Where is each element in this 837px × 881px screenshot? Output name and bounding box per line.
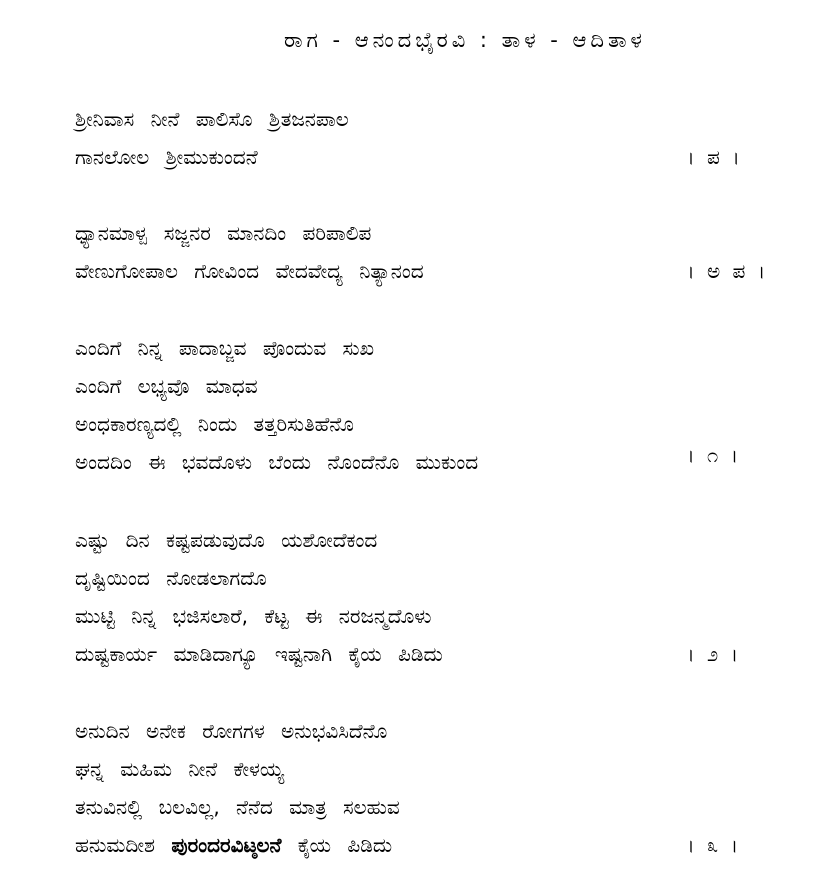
- stanza-anupallavi: [75, 214, 775, 290]
- verse-line: ಅಂದದಿಂ ಈ ಭವದೊಳು ಬೆಂದು ನೊಂದೆನೊ ಮುಕುಂದ: [75, 450, 479, 474]
- stanza-marker: । ೨ ।: [687, 642, 742, 666]
- stanza-charana-1: [75, 329, 775, 481]
- verse-line: ಅನುದಿನ ಅನೇಕ ರೋಗಗಳ ಅನುಭವಿಸಿದೆನೊ: [75, 719, 388, 743]
- verse-line: ಧ್ಯಾನಮಾಳ್ಪ ಸಜ್ಜನರ ಮಾನದಿಂ ಪರಿಪಾಲಿಪ: [75, 221, 372, 245]
- stanza-marker: । ಪ ।: [687, 145, 743, 169]
- raga-tala-header: ರಾಗ - ಆನಂದಭೈರವಿ : ತಾಳ - ಆದಿತಾಳ: [284, 28, 646, 52]
- verse-line: ತನುವಿನಲ್ಲಿ ಬಲವಿಲ್ಲ, ನೆನೆದ ಮಾತ್ರ ಸಲಹುವ: [75, 795, 400, 819]
- verse-line: ದುಷ್ಟಕಾರ್ಯ ಮಾಡಿದಾಗ್ಯೂ ಇಷ್ಟನಾಗಿ ಕೈಯ ಪಿಡಿದು: [75, 642, 443, 666]
- stanza-marker: । ಅ ಪ ।: [687, 259, 769, 283]
- verse-line-signature: [75, 826, 775, 864]
- verse-line: ಎಂದಿಗೆ ನಿನ್ನ ಪಾದಾಬ್ಜವ ಪೊಂದುವ ಸುಖ: [75, 336, 375, 360]
- verse-line: ಶ್ರೀನಿವಾಸ ನೀನೆ ಪಾಲಿಸೊ ಶ್ರಿತಜನಪಾಲ: [75, 107, 349, 131]
- stanza-charana-3: [75, 712, 775, 864]
- verse-line: ವೇಣುಗೋಪಾಲ ಗೋವಿಂದ ವೇದವೇದ್ಯ ನಿತ್ಯಾನಂದ: [75, 259, 424, 283]
- verse-line: ಮುಟ್ಟಿ ನಿನ್ನ ಭಜಿಸಲಾರೆ, ಕೆಟ್ಟ ಈ ನರಜನ್ಮದೊಳು: [75, 604, 432, 628]
- stanza-charana-2: [75, 521, 775, 673]
- verse-line: ಗಾನಲೋಲ ಶ್ರೀಮುಕುಂದನೆ: [75, 145, 258, 169]
- verse-line: ಅಂಧಕಾರಣ್ಯದಲ್ಲಿ ನಿಂದು ತತ್ತರಿಸುತಿಹೆನೊ: [75, 412, 354, 436]
- verse-line: ದೃಷ್ಟಿಯಿಂದ ನೋಡಲಾಗದೊ: [75, 566, 267, 590]
- verse-line: ಎಷ್ಟು ದಿನ ಕಷ್ಟಪಡುವುದೊ ಯಶೋದೆಕಂದ: [75, 528, 378, 552]
- stanza-marker: । ೩ ।: [687, 833, 742, 857]
- verse-text: ಕೈಯ ಪಿಡಿದು: [281, 833, 393, 857]
- verse-text: ಹನುಮದೀಶ: [75, 833, 172, 857]
- stanza-marker: । ೧ ।: [687, 443, 742, 467]
- verse-line: ಘನ್ನ ಮಹಿಮ ನೀನೆ ಕೇಳಯ್ಯ: [75, 757, 285, 781]
- verse-line: ಎಂದಿಗೆ ಲಭ್ಯವೊ ಮಾಧವ: [75, 374, 258, 398]
- composer-signature: ಪುರಂದರವಿಟ್ಠಲನೆ: [171, 833, 282, 857]
- stanza-pallavi: [75, 100, 775, 176]
